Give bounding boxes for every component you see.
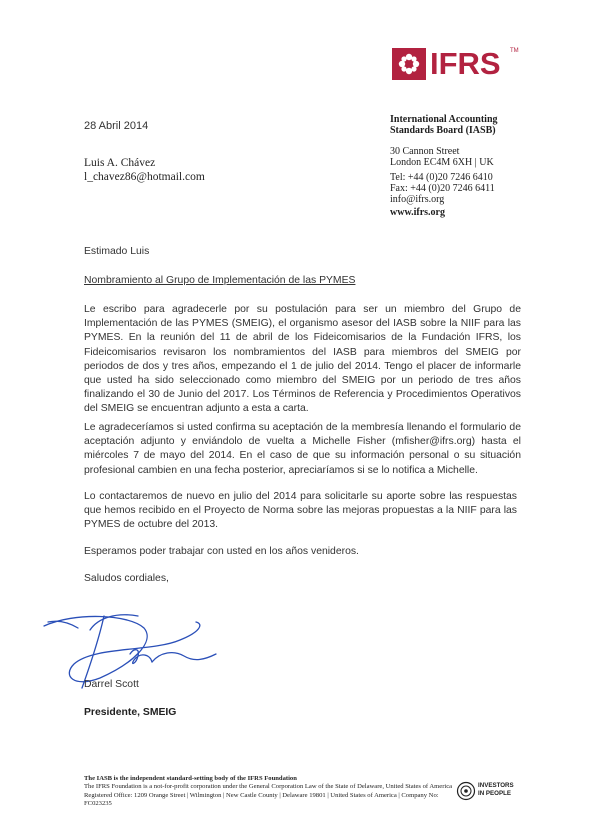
org-name: [390, 114, 498, 136]
org-address-line2: London EC4M 6XH | UK: [390, 157, 494, 168]
investors-in-people-icon: [456, 781, 476, 801]
paragraph-2: Le agradeceríamos si usted confirma su aceptación de la membresía llenando el formulario de aceptación adjunto y enviándolo de vuelta a Michelle Fisher (mfisher@ifrs.org) hasta el miércoles 7 de mayo del 2014. En el caso de que su información personal o su situación profesional cambien en una fecha posterior, apreciaríamos si se lo notifica a Michelle.: [84, 422, 521, 476]
org-name-line1: International Accounting: [390, 114, 498, 125]
paragraph-3: Lo contactaremos de nuevo en julio del 2014 para solicitarle su aporte sobre las respuestas que hemos recibido en el Proyecto de Norma sobre las mejoras propuestas a la NIIF para las PYMES de octubre del 2013.: [84, 491, 517, 531]
recipient-email: l_chavez86@hotmail.com: [84, 171, 205, 183]
paragraph-1: Le escribo para agradecerle por su postulación para ser un miembro del Grupo de Implementación de las PYMES (SMEIG), el organismo asesor del IASB sobre la NIIF para las PYMES. En la reunión del 11 de abril de los Fideicomisarios de la Fundación IFRS, los Fideicomisarios revisaron los nombramientos del IASB para miembros del SMEIG por periodos de dos y tres años, empezando el 1 de julio del 2014. Tengo el placer de informarle que usted ha sido seleccionado como miembro del SMEIG por un periodo de tres años finalizando el 30 de Junio del 2017. Los Términos de Referencia y Procedimientos Operativos del SMEIG se encuentran adjunto a esta a carta.: [84, 304, 521, 415]
paragraph-4: Esperamos poder trabajar con usted en los años venideros.: [84, 546, 359, 557]
org-tel: Tel: +44 (0)20 7246 6410: [390, 172, 493, 183]
letter-date: 28 Abril 2014: [84, 120, 149, 132]
signer-name: Darrel Scott: [84, 679, 139, 690]
footer-legal: [84, 775, 464, 808]
recipient-block: [84, 156, 205, 184]
closing: Saludos cordiales,: [84, 573, 169, 584]
org-contact: [390, 172, 495, 205]
footer-line1: The IASB is the independent standard-setting body of the IFRS Foundation: [84, 775, 297, 782]
org-name-line2: Standards Board (IASB): [390, 125, 496, 136]
logo-wordmark: IFRS: [430, 46, 501, 81]
signer-title: Presidente, SMEIG: [84, 707, 177, 718]
org-address-line1: 30 Cannon Street: [390, 146, 460, 157]
recipient-name: Luis A. Chávez: [84, 157, 156, 169]
org-email: info@ifrs.org: [390, 194, 445, 205]
ifrs-rosette-icon: [392, 48, 426, 80]
ifrs-logo: [392, 48, 522, 80]
footer-line2: The IFRS Foundation is a not-for-profit corporation under the General Corporation Law of the State of Delaware, United States of America: [84, 783, 453, 791]
footer-line3: Registered Office: 1209 Orange Street | Wilmington | New Castle County | Delaware 19801 | United States of America | Company No: FC023235: [84, 791, 439, 807]
org-web: [390, 207, 445, 218]
logo-trademark: TM: [510, 48, 519, 54]
org-fax: Fax: +44 (0)20 7246 6411: [390, 183, 495, 194]
subject-line: Nombramiento al Grupo de Implementación de las PYMES: [84, 275, 356, 286]
org-web-link: www.ifrs.org: [390, 207, 445, 218]
handwritten-signature: [34, 594, 274, 704]
salutation: Estimado Luis: [84, 246, 150, 257]
badge-line1: INVESTORS: [478, 782, 514, 789]
investors-in-people-badge: [456, 780, 528, 806]
org-address: [390, 146, 494, 168]
badge-line2: IN PEOPLE: [478, 790, 512, 797]
